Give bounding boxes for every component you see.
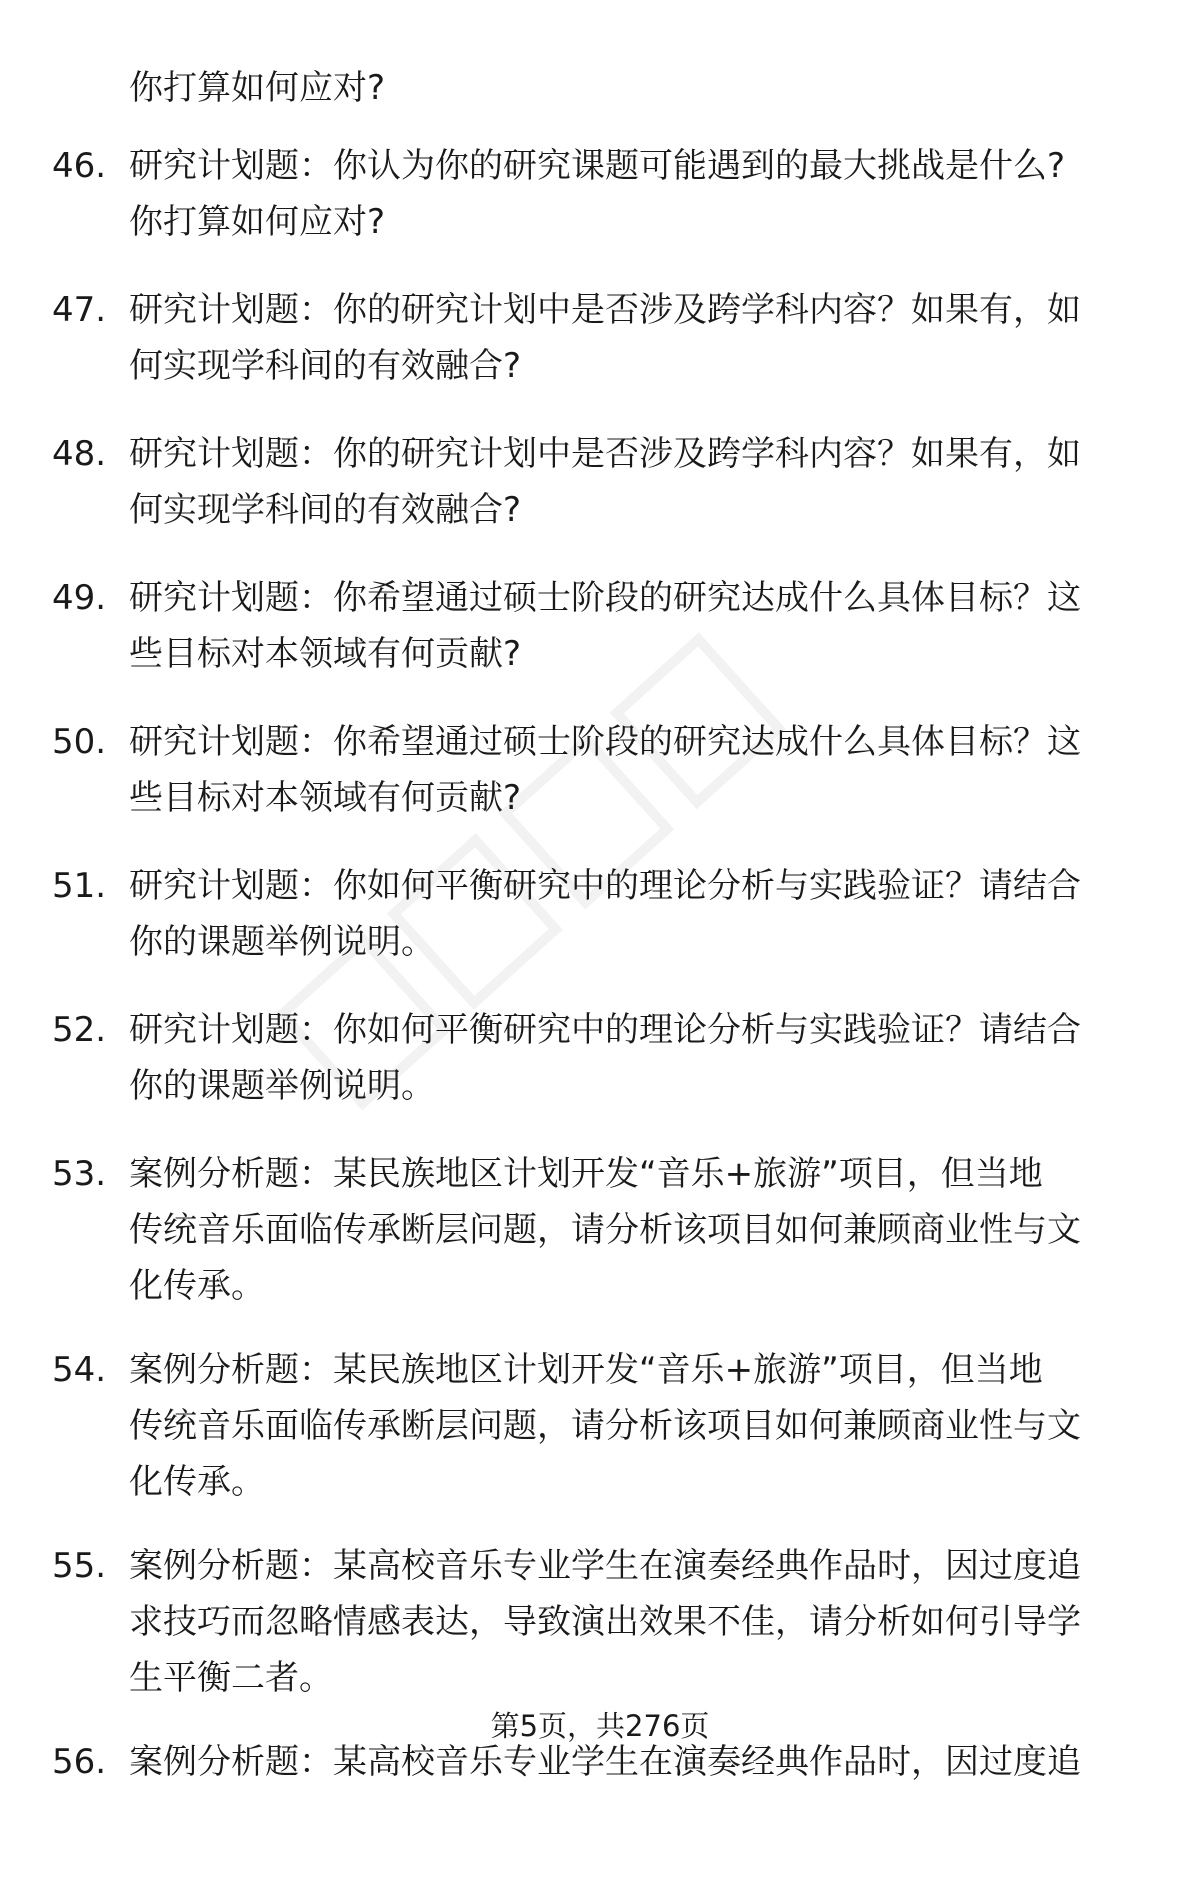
question-number: 47.: [52, 290, 107, 330]
question-text-line: 案例分析题：某民族地区计划开发“音乐+旅游”项目，但当地: [129, 1154, 1043, 1194]
question-number: 49.: [52, 578, 107, 618]
question-number: 46.: [52, 146, 107, 186]
question-text-line: 案例分析题：某高校音乐专业学生在演奏经典作品时，因过度追: [129, 1742, 1081, 1782]
question-text-line: 求技巧而忽略情感表达，导致演出效果不佳，请分析如何引导学: [129, 1602, 1081, 1642]
question-item: [0, 1002, 1200, 1146]
question-list: [0, 138, 1200, 1878]
question-text-line: 化传承。: [129, 1462, 265, 1502]
question-item: [0, 858, 1200, 1002]
question-text-line: 案例分析题：某高校音乐专业学生在演奏经典作品时，因过度追: [129, 1546, 1081, 1586]
page-footer: 第5页，共276页: [490, 1709, 710, 1743]
question-text-line: 些目标对本领域有何贡献?: [129, 634, 522, 674]
question-text-line: 传统音乐面临传承断层问题，请分析该项目如何兼顾商业性与文: [129, 1210, 1081, 1250]
question-text-line: 研究计划题：你如何平衡研究中的理论分析与实践验证？请结合: [129, 866, 1081, 906]
question-item: [0, 1342, 1200, 1538]
question-text-line: 研究计划题：你的研究计划中是否涉及跨学科内容？如果有，如: [129, 290, 1081, 330]
question-text-line: 何实现学科间的有效融合?: [129, 346, 522, 386]
question-text-line: 你的课题举例说明。: [129, 922, 435, 962]
question-number: 52.: [52, 1010, 107, 1050]
question-text-line: 些目标对本领域有何贡献?: [129, 778, 522, 818]
question-text-line: 化传承。: [129, 1266, 265, 1306]
question-text-line: 研究计划题：你希望通过硕士阶段的研究达成什么具体目标？这: [129, 578, 1081, 618]
question-item: [0, 570, 1200, 714]
question-text-line: 研究计划题：你的研究计划中是否涉及跨学科内容？如果有，如: [129, 434, 1081, 474]
question-number: 48.: [52, 434, 107, 474]
question-text-line: 传统音乐面临传承断层问题，请分析该项目如何兼顾商业性与文: [129, 1406, 1081, 1446]
question-item: [0, 282, 1200, 426]
question-number: 50.: [52, 722, 107, 762]
question-text-line: 你打算如何应对?: [129, 202, 386, 242]
question-item: [0, 1734, 1200, 1878]
question-45-continuation: 你打算如何应对?: [129, 68, 386, 108]
question-number: 54.: [52, 1350, 107, 1390]
question-text-line: 研究计划题：你希望通过硕士阶段的研究达成什么具体目标？这: [129, 722, 1081, 762]
question-number: 56.: [52, 1742, 107, 1782]
question-text-line: 你的课题举例说明。: [129, 1066, 435, 1106]
question-number: 53.: [52, 1154, 107, 1194]
question-text-line: 研究计划题：你认为你的研究课题可能遇到的最大挑战是什么?: [129, 146, 1066, 186]
question-text-line: 研究计划题：你如何平衡研究中的理论分析与实践验证？请结合: [129, 1010, 1081, 1050]
question-item: [0, 138, 1200, 282]
question-text-line: 生平衡二者。: [129, 1658, 333, 1698]
question-number: 55.: [52, 1546, 107, 1586]
question-text-line: 何实现学科间的有效融合?: [129, 490, 522, 530]
question-item: [0, 714, 1200, 858]
question-text-line: 案例分析题：某民族地区计划开发“音乐+旅游”项目，但当地: [129, 1350, 1043, 1390]
question-item: [0, 1538, 1200, 1734]
question-number: 51.: [52, 866, 107, 906]
question-item: [0, 426, 1200, 570]
question-item: [0, 1146, 1200, 1342]
